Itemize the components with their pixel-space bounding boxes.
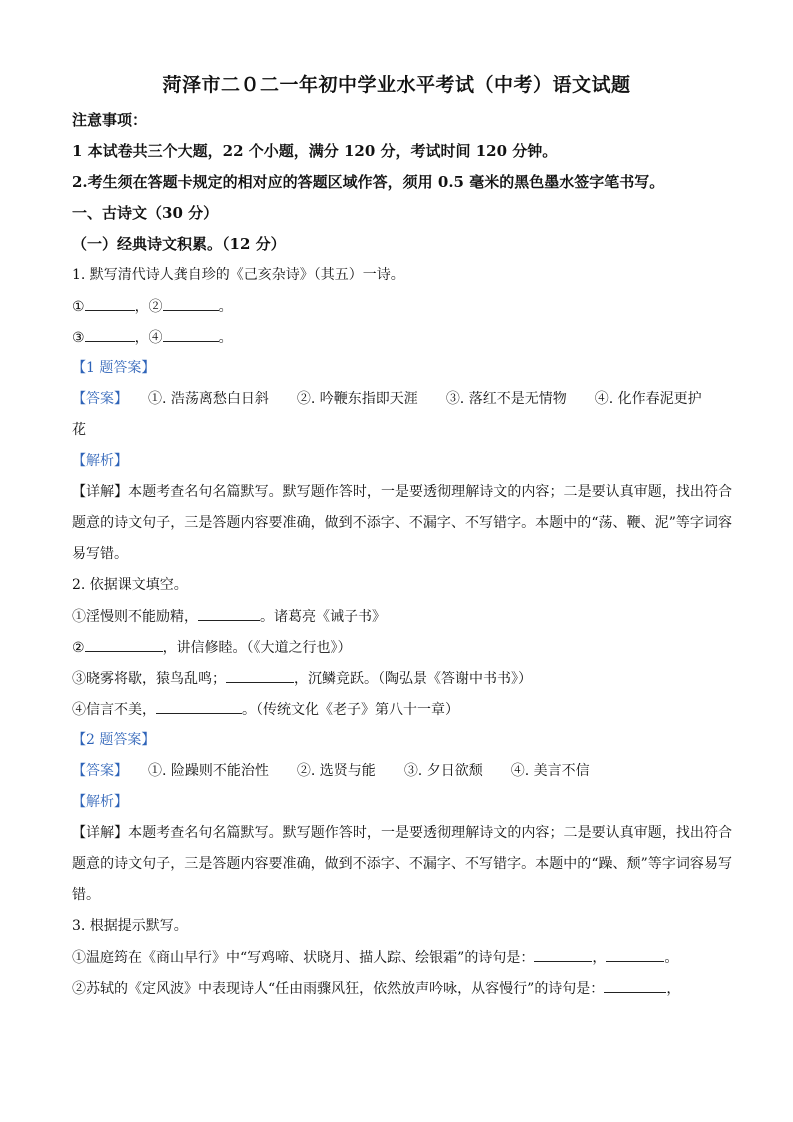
q3-blank-3: [604, 978, 666, 993]
q1-answer-wrap: 花: [72, 422, 86, 438]
q2-line-3: [72, 668, 732, 689]
q2-line-3-pre: ③晓雾将歇，猿鸟乱鸣；: [72, 671, 226, 687]
q3-line-2-pre: ②苏轼的《定风波》中表现诗人“任由雨骤风狂，依然放声吟咏，从容慢行”的诗句是：: [72, 981, 605, 997]
q1-blanks-row-1: [72, 296, 732, 317]
q3-blank-2: [606, 947, 664, 962]
q2-line-1-pre: ①淫慢则不能励精，: [72, 609, 198, 625]
q2-line-2-post: ，讲信修睦。（《大道之行也》）: [162, 640, 352, 656]
q2-answer-4: ④. 美言不信: [510, 763, 590, 779]
q1-marker-1: ①: [72, 299, 85, 315]
q2-line-2-pre: ②: [72, 640, 85, 656]
q1-answer-2: ②. 吟鞭东指即天涯: [296, 391, 418, 407]
q3-line-1-pre: ①温庭筠在《商山早行》中“写鸡啼、状晓月、描人踪、绘银霜”的诗句是：: [72, 950, 535, 966]
q1-answer-tag: 【答案】: [72, 391, 128, 407]
q2-analysis-tag: 【解析】: [72, 794, 128, 810]
q1-blank-2: [163, 296, 219, 311]
q1-marker-4: ，④: [134, 330, 163, 346]
q1-blank-3: [85, 327, 135, 342]
q2-blank-4: [156, 699, 242, 714]
section-heading: 一、古诗文（30 分）: [72, 204, 219, 222]
q1-marker-3: ③: [72, 330, 85, 346]
q3-line-2-post: ，: [666, 981, 681, 997]
q2-answer-row: [72, 761, 732, 781]
q2-answer-tag: 【答案】: [72, 763, 128, 779]
q2-detail: 【详解】本题考查名句名篇默写。默写题作答时，一是要透彻理解诗文的内容；二是要认真审题，找出符合题意的诗文句子，三是答题内容要准确，做到不添字、不漏字、不写错字。本题中的“躁、颓”等字词容易写错。: [72, 825, 732, 903]
q2-answer-1: ①. 险躁则不能治性: [148, 763, 269, 779]
q2-line-4-pre: ④信言不美，: [72, 702, 156, 718]
q1-answer-row: [72, 389, 732, 409]
q3-line-1-mid: ，: [592, 950, 607, 966]
q1-answer-3: ③. 落红不是无情物: [445, 391, 567, 407]
q3-line-1: [72, 947, 732, 968]
q2-answer-3: ③. 夕日欲颓: [403, 763, 483, 779]
q1-answer-header: 【1 题答案】: [72, 360, 156, 376]
q1-detail: 【详解】本题考查名句名篇默写。默写题作答时，一是要透彻理解诗文的内容；二是要认真审题，找出符合题意的诗文句子，三是答题内容要准确，做到不添字、不漏字、不写错字。本题中的“荡、鞭、泥”等字词容易写错。: [72, 484, 732, 562]
q2-stem: 2. 依据课文填空。: [72, 577, 188, 593]
q3-line-2: [72, 978, 732, 999]
q2-line-2: [72, 637, 732, 658]
q1-blanks-row-2: [72, 327, 732, 348]
q1-analysis-tag: 【解析】: [72, 453, 128, 469]
notice-heading: 注意事项：: [72, 111, 148, 129]
subsection-heading: （一）经典诗文积累。（12 分）: [72, 235, 286, 253]
q1-blank-4: [163, 327, 219, 342]
q2-answer-2: ②. 选贤与能: [296, 763, 376, 779]
q1-end-1: 。: [218, 299, 233, 315]
q2-line-1: [72, 606, 732, 627]
q2-blank-1: [198, 606, 260, 621]
q1-answer-1: ①. 浩荡离愁白日斜: [148, 391, 269, 407]
page-title: 菏泽市二０二一年初中学业水平考试（中考）语文试题: [162, 74, 631, 96]
q1-blank-1: [85, 296, 135, 311]
notice-item-2: 2.考生须在答题卡规定的相对应的答题区域作答，须用 0.5 毫米的黑色墨水签字笔书写。: [72, 173, 665, 191]
q3-stem: 3. 根据提示默写。: [72, 918, 188, 934]
q2-line-3-post: ，沉鳞竞跃。（陶弘景《答谢中书书》）: [294, 671, 532, 687]
q2-line-4-post: 。（传统文化《老子》第八十一章）: [242, 702, 459, 718]
q1-end-2: 。: [218, 330, 233, 346]
notice-item-1: 1 本试卷共三个大题，22 个小题，满分 120 分，考试时间 120 分钟。: [72, 142, 558, 160]
q1-marker-2: ，②: [134, 299, 163, 315]
q2-line-4: [72, 699, 732, 720]
q1-stem: 1. 默写清代诗人龚自珍的《己亥杂诗》（其五）一诗。: [72, 267, 405, 283]
q2-blank-3: [226, 668, 294, 683]
q3-blank-1: [534, 947, 592, 962]
q2-line-1-post: 。诸葛亮《诫子书》: [260, 609, 386, 625]
q1-answer-4: ④. 化作春泥更护: [594, 391, 702, 407]
q2-answer-header: 【2 题答案】: [72, 732, 156, 748]
q2-blank-2: [85, 637, 163, 652]
q3-line-1-post: 。: [664, 950, 679, 966]
